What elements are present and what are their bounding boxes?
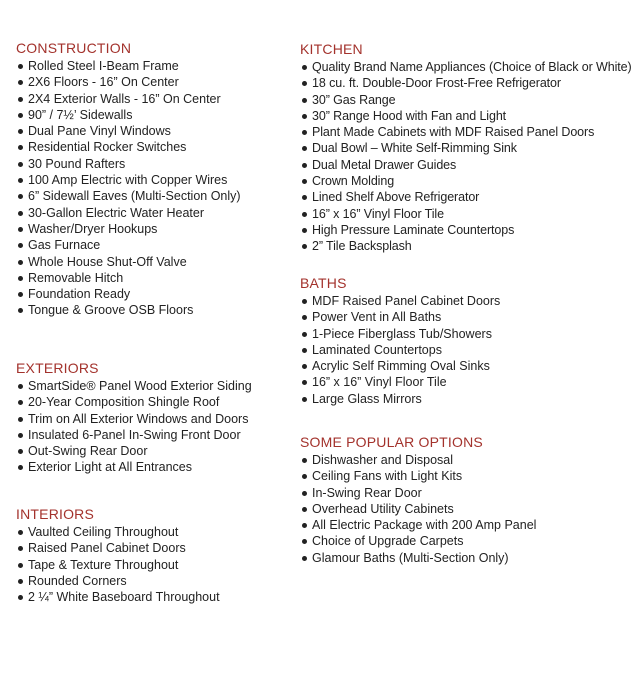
list-item: Removable Hitch [16,270,241,286]
list-item: 2X4 Exterior Walls - 16” On Center [16,91,241,107]
list-item: SmartSide® Panel Wood Exterior Siding [16,378,252,394]
list-item: In-Swing Rear Door [300,485,536,501]
list-item: Trim on All Exterior Windows and Doors [16,411,252,427]
list-item: Vaulted Ceiling Throughout [16,524,220,540]
interiors-heading: INTERIORS [16,506,95,522]
list-item: Insulated 6-Panel In-Swing Front Door [16,427,252,443]
construction-section [16,40,241,319]
list-item: All Electric Package with 200 Amp Panel [300,517,536,533]
exteriors-section [16,360,252,476]
list-item: 18 cu. ft. Double-Door Frost-Free Refrigerator [300,75,632,91]
options-list [300,452,536,566]
list-item: Rolled Steel I-Beam Frame [16,58,241,74]
list-item: 30 Pound Rafters [16,156,241,172]
list-item: Ceiling Fans with Light Kits [300,468,536,484]
list-item: Quality Brand Name Appliances (Choice of Black or White) [300,59,632,75]
list-item: 2” Tile Backsplash [300,238,632,254]
kitchen-heading: KITCHEN [300,41,363,57]
list-item: Whole House Shut-Off Valve [16,254,241,270]
list-item: Laminated Countertops [300,342,500,358]
list-item: Gas Furnace [16,237,241,253]
list-item: Glamour Baths (Multi-Section Only) [300,550,536,566]
list-item: Exterior Light at All Entrances [16,459,252,475]
list-item: 1-Piece Fiberglass Tub/Showers [300,326,500,342]
construction-list [16,58,241,319]
list-item: Dishwasher and Disposal [300,452,536,468]
baths-heading: BATHS [300,275,347,291]
list-item: Large Glass Mirrors [300,391,500,407]
list-item: Tongue & Groove OSB Floors [16,302,241,318]
list-item: MDF Raised Panel Cabinet Doors [300,293,500,309]
list-item: Dual Pane Vinyl Windows [16,123,241,139]
list-item: 16” x 16” Vinyl Floor Tile [300,206,632,222]
list-item: Residential Rocker Switches [16,139,241,155]
list-item: High Pressure Laminate Countertops [300,222,632,238]
list-item: Out-Swing Rear Door [16,443,252,459]
list-item: Dual Bowl – White Self-Rimming Sink [300,140,632,156]
exteriors-heading: EXTERIORS [16,360,99,376]
list-item: 30” Gas Range [300,92,632,108]
list-item: 30” Range Hood with Fan and Light [300,108,632,124]
construction-heading: CONSTRUCTION [16,40,132,56]
list-item: Dual Metal Drawer Guides [300,157,632,173]
list-item: 2 ¼” White Baseboard Throughout [16,589,220,605]
list-item: 6” Sidewall Eaves (Multi-Section Only) [16,188,241,204]
list-item: 2X6 Floors - 16” On Center [16,74,241,90]
list-item: Plant Made Cabinets with MDF Raised Panel Doors [300,124,632,140]
list-item: 16” x 16” Vinyl Floor Tile [300,374,500,390]
list-item: Power Vent in All Baths [300,309,500,325]
interiors-section [16,506,220,605]
baths-list [300,293,500,407]
list-item: Tape & Texture Throughout [16,557,220,573]
list-item: Lined Shelf Above Refrigerator [300,189,632,205]
list-item: Raised Panel Cabinet Doors [16,540,220,556]
interiors-list [16,524,220,605]
list-item: Crown Molding [300,173,632,189]
options-heading: SOME POPULAR OPTIONS [300,434,483,450]
list-item: Foundation Ready [16,286,241,302]
kitchen-list [300,59,632,255]
exteriors-list [16,378,252,476]
baths-section [300,275,500,407]
list-item: Rounded Corners [16,573,220,589]
kitchen-section [300,41,632,255]
list-item: Overhead Utility Cabinets [300,501,536,517]
list-item: 30-Gallon Electric Water Heater [16,205,241,221]
list-item: Washer/Dryer Hookups [16,221,241,237]
list-item: 90” / 7½’ Sidewalls [16,107,241,123]
list-item: 20-Year Composition Shingle Roof [16,394,252,410]
list-item: 100 Amp Electric with Copper Wires [16,172,241,188]
options-section [300,434,536,566]
list-item: Choice of Upgrade Carpets [300,533,536,549]
list-item: Acrylic Self Rimming Oval Sinks [300,358,500,374]
